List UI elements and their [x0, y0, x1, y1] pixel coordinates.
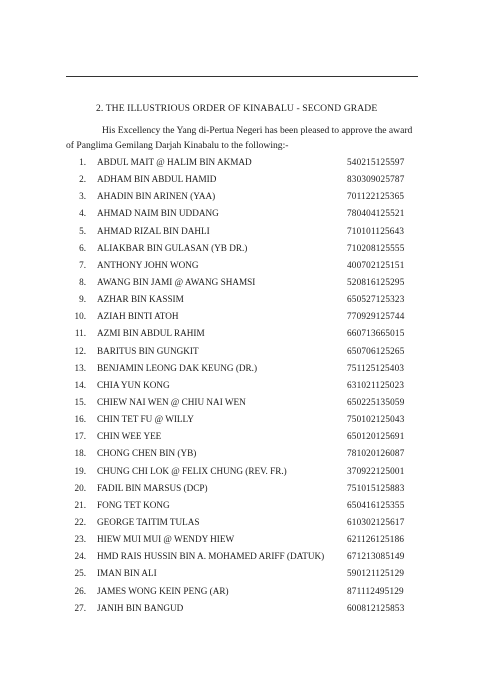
identity-number: 610302125617 [347, 516, 405, 527]
identity-number: 770929125744 [347, 311, 405, 322]
recipient-name: ANTHONY JOHN WONG [97, 259, 199, 270]
item-number: 14. [74, 379, 86, 390]
identity-number: 540215125597 [347, 157, 405, 167]
list-item [0, 325, 486, 342]
identity-number: 400702125151 [347, 259, 405, 270]
recipient-name: CHIA YUN KONG [97, 379, 170, 390]
identity-number: 750102125043 [347, 414, 405, 425]
identity-number: 871112495129 [347, 585, 404, 596]
item-number: 10. [74, 311, 86, 322]
recipient-name: AHMAD RIZAL BIN DAHLI [97, 225, 210, 236]
list-item [0, 360, 486, 377]
horizontal-rule [66, 76, 418, 77]
list-item [0, 308, 486, 325]
item-number: 16. [74, 414, 86, 425]
item-number: 1. [79, 157, 86, 167]
item-number: 26. [74, 585, 86, 596]
identity-number: 701122125365 [347, 191, 405, 202]
list-item [0, 205, 486, 222]
recipient-name: CHIN WEE YEE [97, 431, 162, 442]
list-item [0, 531, 486, 548]
item-number: 4. [79, 208, 86, 219]
list-item [0, 240, 486, 257]
item-number: 15. [74, 396, 86, 407]
item-number: 8. [79, 276, 86, 287]
list-item [0, 480, 486, 497]
item-number: 20. [74, 482, 86, 493]
item-number: 27. [74, 602, 86, 613]
identity-number: 781020126087 [347, 448, 405, 459]
item-number: 11. [74, 328, 86, 339]
recipient-name: FADIL BIN MARSUS (DCP) [97, 482, 208, 493]
list-item [0, 497, 486, 514]
identity-number: 621126125186 [347, 534, 405, 545]
item-number: 6. [79, 242, 86, 253]
recipient-name: AZIAH BINTI ATOH [97, 311, 179, 322]
recipient-name: AHADIN BIN ARINEN (YAA) [97, 191, 216, 202]
identity-number: 600812125853 [347, 602, 405, 613]
identity-number: 650120125691 [347, 431, 405, 442]
item-number: 25. [74, 568, 86, 579]
list-item [0, 171, 486, 188]
recipient-name: CHIEW NAI WEN @ CHIU NAI WEN [97, 396, 246, 407]
recipient-name: AWANG BIN JAMI @ AWANG SHAMSI [97, 276, 256, 287]
item-number: 2. [79, 174, 86, 185]
item-number: 21. [74, 499, 86, 510]
identity-number: 520816125295 [347, 276, 405, 287]
identity-number: 710208125555 [347, 242, 405, 253]
list-item [0, 548, 486, 565]
item-number: 17. [74, 431, 86, 442]
intro-paragraph [66, 124, 422, 153]
intro-line-1: His Excellency the Yang di-Pertua Negeri has been pleased to approve the award [102, 125, 413, 136]
item-number: 18. [74, 448, 86, 459]
identity-number: 751015125883 [347, 482, 405, 493]
list-item [0, 257, 486, 274]
recipient-name: GEORGE TAITIM TULAS [97, 516, 200, 527]
list-item [0, 343, 486, 360]
recipient-name: FONG TET KONG [97, 499, 170, 510]
list-item [0, 514, 486, 531]
identity-number: 650706125265 [347, 345, 405, 356]
list-item [0, 463, 486, 480]
item-number: 24. [74, 551, 86, 562]
list-item [0, 411, 486, 428]
list-item [0, 565, 486, 582]
intro-line-2: of Panglima Gemilang Darjah Kinabalu to the following:- [66, 139, 289, 151]
list-item [0, 600, 486, 617]
identity-number: 590121125129 [347, 568, 405, 579]
list-item [0, 428, 486, 445]
item-number: 19. [74, 465, 86, 476]
list-item [0, 583, 486, 600]
recipient-name: ADHAM BIN ABDUL HAMID [97, 174, 217, 185]
list-item [0, 223, 486, 240]
list-item [0, 274, 486, 291]
identity-number: 780404125521 [347, 208, 405, 219]
identity-number: 671213085149 [347, 551, 405, 562]
recipient-name: JAMES WONG KEIN PENG (AR) [97, 585, 229, 596]
list-item [0, 188, 486, 205]
item-number: 23. [74, 534, 86, 545]
recipient-name: JANIH BIN BANGUD [97, 602, 184, 613]
recipient-name: AZHAR BIN KASSIM [97, 294, 184, 305]
item-number: 3. [79, 191, 86, 202]
list-item [0, 291, 486, 308]
section-heading: 2. THE ILLUSTRIOUS ORDER OF KINABALU - SECOND GRADE [96, 103, 378, 114]
recipient-name: CHUNG CHI LOK @ FELIX CHUNG (REV. FR.) [97, 465, 287, 476]
recipient-name: BARITUS BIN GUNGKIT [97, 345, 199, 356]
recipient-name: ALIAKBAR BIN GULASAN (YB DR.) [97, 242, 248, 253]
identity-number: 631021125023 [347, 379, 405, 390]
identity-number: 660713665015 [347, 328, 405, 339]
item-number: 9. [79, 294, 86, 305]
list-item [0, 394, 486, 411]
recipient-name: AZMI BIN ABDUL RAHIM [97, 328, 205, 339]
recipient-name: CHONG CHEN BIN (YB) [97, 448, 197, 459]
recipient-name: HIEW MUI MUI @ WENDY HIEW [97, 534, 235, 545]
recipient-name: ABDUL MAIT @ HALIM BIN AKMAD [97, 157, 252, 167]
recipient-name: HMD RAIS HUSSIN BIN A. MOHAMED ARIFF (DATUK) [97, 551, 325, 562]
item-number: 7. [79, 259, 86, 270]
identity-number: 830309025787 [347, 174, 405, 185]
list-item [0, 445, 486, 462]
recipient-name: AHMAD NAIM BIN UDDANG [97, 208, 219, 219]
item-number: 12. [74, 345, 86, 356]
item-number: 22. [74, 516, 86, 527]
recipient-name: CHIN TET FU @ WILLY [97, 414, 194, 425]
recipient-name: BENJAMIN LEONG DAK KEUNG (DR.) [97, 362, 258, 373]
list-item [0, 377, 486, 394]
identity-number: 751125125403 [347, 362, 405, 373]
identity-number: 650225135059 [347, 396, 405, 407]
item-number: 13. [74, 362, 86, 373]
identity-number: 710101125643 [347, 225, 405, 236]
recipient-name: IMAN BIN ALI [97, 568, 157, 579]
identity-number: 650527125323 [347, 294, 405, 305]
identity-number: 370922125001 [347, 465, 405, 476]
identity-number: 650416125355 [347, 499, 405, 510]
list-item [0, 154, 486, 171]
item-number: 5. [79, 225, 86, 236]
recipient-list [0, 154, 486, 617]
